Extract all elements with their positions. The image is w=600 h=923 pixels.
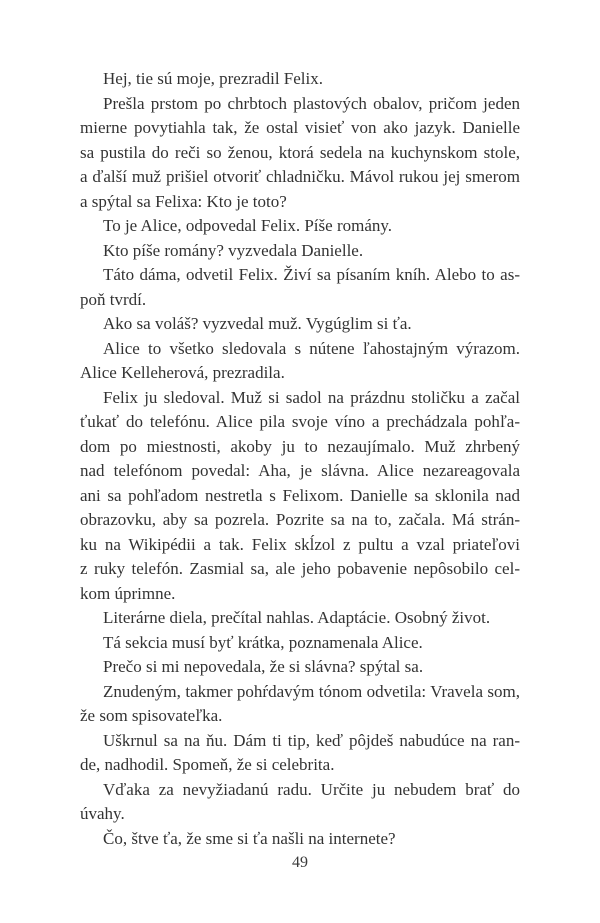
text-line: Literárne diela, prečítal nahlas. Adaptácie. Osobný život.: [103, 608, 491, 627]
text-line: ku na Wikipédii a tak. Felix skĺzol z pultu a vzal priateľovi: [80, 534, 520, 554]
text-line: To je Alice, odpovedal Felix. Píše romány.: [103, 216, 393, 235]
text-line: Hej, tie sú moje, prezradil Felix.: [103, 69, 323, 88]
paragraph: [80, 655, 520, 680]
text-line: Prečo si mi nepovedala, že si slávna? spýtal sa.: [103, 657, 424, 676]
text-line: Ako sa voláš? vyzvedal muž. Vygúglim si ťa.: [103, 314, 412, 333]
paragraph: [80, 778, 520, 827]
text-line: mierne povytiahla tak, že ostal visieť von ako jazyk. Danielle: [80, 118, 520, 137]
text-line: sa pustila do reči so ženou, ktorá sedela na kuchynskom stole,: [80, 142, 520, 162]
text-line: z ruky telefón. Zasmial sa, ale jeho pobavenie nepôsobilo cel-: [80, 559, 520, 578]
text-line: Alice to všetko sledovala s nútene ľahostajným výrazom.: [103, 338, 520, 358]
paragraph: [80, 827, 520, 852]
text-line: dom po miestnosti, akoby ju to nezaujímalo. Muž zhrbený: [80, 436, 520, 456]
text-line: Tá sekcia musí byť krátka, poznamenala Alice.: [103, 632, 423, 652]
text-line: Alice Kelleherová, prezradila.: [80, 363, 285, 382]
paragraph: [80, 239, 520, 264]
paragraph: [80, 631, 520, 656]
paragraph: [80, 263, 520, 312]
text-line: a ďalší muž prišiel otvoriť chladničku. Mávol rukou jej smerom: [80, 167, 520, 186]
paragraph: [80, 67, 520, 92]
text-line: že som spisovateľka.: [80, 706, 223, 725]
text-line: obrazovku, aby sa pozrela. Pozrite sa na to, začala. Má strán-: [80, 510, 520, 529]
paragraph: [80, 337, 520, 386]
paragraph: [80, 680, 520, 729]
paragraph: [80, 729, 520, 778]
paragraph: [80, 312, 520, 337]
text-block: [80, 67, 520, 851]
text-line: Čo, štve ťa, že sme si ťa našli na internete?: [103, 828, 396, 848]
text-line: a spýtal sa Felixa: Kto je toto?: [80, 191, 287, 211]
paragraph: [80, 606, 520, 631]
paragraph: [80, 214, 520, 239]
text-line: ťukať do telefónu. Alice pila svoje víno a prechádzala pohľa-: [80, 412, 520, 431]
text-line: Táto dáma, odvetil Felix. Živí sa písaním kníh. Alebo to as-: [103, 265, 520, 284]
text-line: de, nadhodil. Spomeň, že si celebrita.: [80, 755, 335, 774]
text-line: Znudeným, takmer pohŕdavým tónom odvetila: Vravela som,: [103, 681, 520, 701]
text-line: Felix ju sledoval. Muž si sadol na prázdnu stoličku a začal: [103, 387, 520, 407]
text-line: Kto píše romány? vyzvedala Danielle.: [103, 240, 364, 260]
page-number: 49: [292, 854, 308, 871]
paragraph: [80, 92, 520, 215]
text-line: Uškrnul sa na ňu. Dám ti tip, keď pôjdeš nabudúce na ran-: [103, 730, 520, 750]
text-line: nad telefónom povedal: Aha, je slávna. Alice nezareagovala: [80, 461, 520, 480]
text-line: Vďaka za nevyžiadanú radu. Určite ju nebudem brať do úvahy.: [80, 779, 520, 823]
text-line: poň tvrdí.: [80, 289, 147, 309]
text-line: kom úprimne.: [80, 583, 176, 603]
paragraph: [80, 386, 520, 607]
text-line: Prešla prstom po chrbtoch plastových obalov, pričom jeden: [103, 93, 520, 113]
text-line: ani sa pohľadom nestretla s Felixom. Danielle sa sklonila nad: [80, 485, 520, 505]
